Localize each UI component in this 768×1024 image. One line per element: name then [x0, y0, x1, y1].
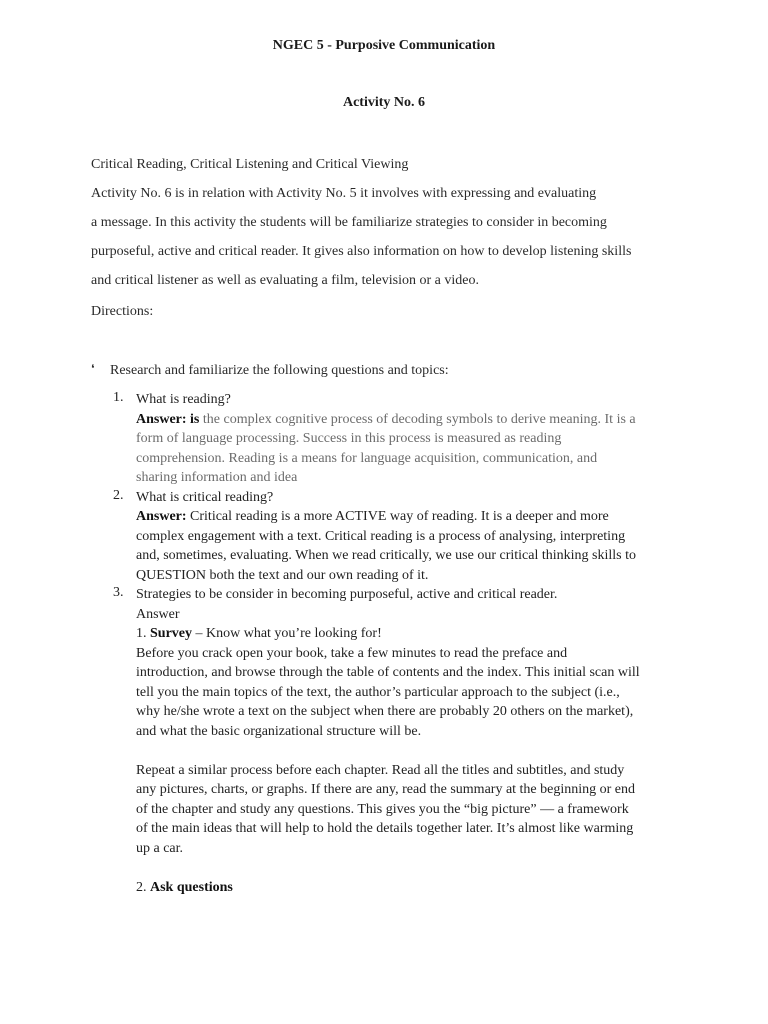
answer-text: the complex cognitive process of decoding symbols to derive meaning. It is a: [202, 411, 636, 427]
activity-title: Activity No. 6: [342, 95, 426, 110]
item-number: 3.: [113, 585, 124, 600]
answer-line: comprehension. Reading is a means for language acquisition, communication, and: [136, 450, 598, 466]
survey-line: why he/she wrote a text on the subject when there are probably 20 others on the market),: [136, 704, 634, 719]
survey-line: introduction, and browse through the table of contents and the index. This initial scan will: [136, 665, 640, 680]
bullet-text: Research and familiarize the following questions and topics:: [110, 363, 449, 378]
answer-label: Answer:: [136, 509, 187, 524]
intro-line: purposeful, active and critical reader. It gives also information on how to develop listening skills: [91, 244, 632, 259]
answer-label: Answer: is: [136, 411, 200, 427]
survey-subtitle: – Know what you’re looking for!: [195, 626, 382, 641]
answer-line: complex engagement with a text. Critical reading is a process of analysing, interpreting: [136, 528, 626, 544]
survey-line: Before you crack open your book, take a few minutes to read the preface and: [136, 645, 568, 661]
answer-word: Answer: [136, 606, 180, 622]
item-question: Strategies to be consider in becoming purposeful, active and critical reader.: [136, 587, 558, 602]
intro-line: and critical listener as well as evaluating a film, television or a video.: [91, 273, 479, 288]
survey-line: any pictures, charts, or graphs. If there are any, read the summary at the beginning or end: [136, 782, 636, 797]
answer-line: and, sometimes, evaluating. When we read critically, we use our critical thinking skills to: [136, 548, 636, 563]
list-item: [113, 390, 673, 488]
item-question: What is reading?: [136, 392, 231, 407]
ask-number: 2.: [136, 879, 147, 895]
course-title: NGEC 5 - Purposive Communication: [272, 38, 496, 53]
question-list: [113, 390, 673, 897]
answer-text: Critical reading is a more ACTIVE way of reading. It is a deeper and more: [190, 509, 609, 524]
survey-line: up a car.: [136, 840, 184, 856]
answer-line: [136, 410, 673, 430]
survey-number: 1.: [136, 626, 147, 641]
survey-line: Repeat a similar process before each chapter. Read all the titles and subtitles, and study: [136, 762, 625, 778]
item-number: 1.: [113, 390, 124, 405]
answer-line: sharing information and idea: [136, 470, 298, 485]
list-item: [113, 585, 673, 897]
survey-line: of the main ideas that will help to hold the details together later. It’s almost like warming: [136, 821, 634, 836]
item-number: 2.: [113, 487, 124, 503]
answer-line: QUESTION both the text and our own reading of it.: [136, 567, 429, 583]
directions-label: Directions:: [91, 304, 154, 319]
list-item: [113, 488, 673, 586]
survey-line: tell you the main topics of the text, the author’s particular approach to the subject (i.e.,: [136, 684, 620, 700]
bullet-icon: ❛: [91, 363, 95, 375]
paragraph-gap: [136, 741, 673, 761]
answer-line: form of language processing. Success in this process is measured as reading: [136, 431, 562, 446]
item-question: What is critical reading?: [136, 489, 274, 505]
ask-label: Ask questions: [150, 879, 233, 895]
intro-line: Activity No. 6 is in relation with Activity No. 5 it involves with expressing and evaluating: [91, 186, 597, 201]
survey-line: and what the basic organizational structure will be.: [136, 723, 422, 739]
intro-line: a message. In this activity the students will be familiarize strategies to consider in becoming: [91, 215, 607, 230]
paragraph-gap: [136, 858, 673, 878]
survey-label: Survey: [150, 626, 192, 641]
section-heading: Critical Reading, Critical Listening and Critical Viewing: [91, 157, 409, 172]
survey-line: of the chapter and study any questions. This gives you the “big picture” — a framework: [136, 801, 629, 817]
survey-heading: [136, 624, 673, 644]
answer-line: [136, 507, 673, 527]
ask-heading: [136, 878, 673, 898]
